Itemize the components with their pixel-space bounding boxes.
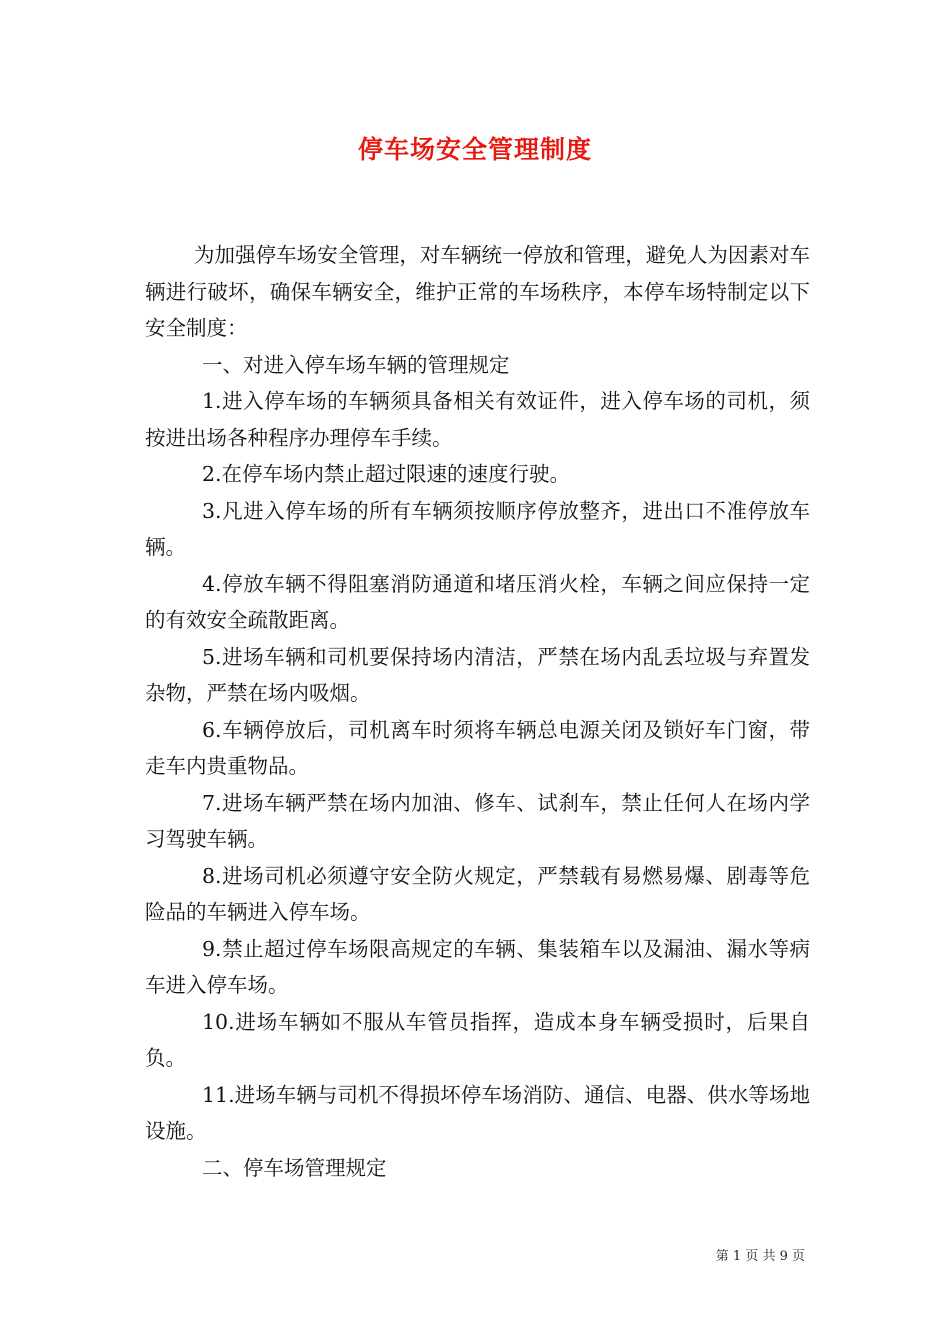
- rule-item-3: 3.凡进入停车场的所有车辆须按顺序停放整齐，进出口不准停放车辆。: [145, 498, 810, 559]
- intro-paragraph: 为加强停车场安全管理，对车辆统一停放和管理，避免人为因素对车辆进行破坏，确保车辆安全，维护正常的车场秩序，本停车场特制定以下安全制度：: [145, 243, 810, 340]
- rule-item-11: 11.进场车辆与司机不得损坏停车场消防、通信、电器、供水等场地设施。: [145, 1082, 810, 1143]
- rule-item-2: 2.在停车场内禁止超过限速的速度行驶。: [202, 462, 571, 486]
- rule-item-4: 4.停放车辆不得阻塞消防通道和堵压消火栓，车辆之间应保持一定的有效安全疏散距离。: [145, 571, 810, 632]
- rule-item-5: 5.进场车辆和司机要保持场内清洁，严禁在场内乱丢垃圾与弃置发杂物，严禁在场内吸烟。: [145, 644, 810, 705]
- page-number-footer: 第 1 页 共 9 页: [715, 1249, 805, 1264]
- rule-item-9: 9.禁止超过停车场限高规定的车辆、集装箱车以及漏油、漏水等病车进入停车场。: [145, 936, 810, 997]
- rule-item-6: 6.车辆停放后，司机离车时须将车辆总电源关闭及锁好车门窗，带走车内贵重物品。: [145, 717, 810, 778]
- section-heading-2: 二、停车场管理规定: [202, 1155, 387, 1180]
- rule-item-7: 7.进场车辆严禁在场内加油、修车、试刹车，禁止任何人在场内学习驾驶车辆。: [145, 790, 810, 851]
- rule-item-1: 1.进入停车场的车辆须具备相关有效证件，进入停车场的司机，须按进出场各种程序办理停车手续。: [145, 389, 810, 450]
- rule-item-10: 10.进场车辆如不服从车管员指挥，造成本身车辆受损时，后果自负。: [145, 1009, 810, 1070]
- document-title: 停车场安全管理制度: [357, 135, 592, 164]
- rule-item-8: 8.进场司机必须遵守安全防火规定，严禁载有易燃易爆、剧毒等危险品的车辆进入停车场。: [145, 863, 810, 924]
- document-body: [145, 237, 810, 1186]
- section-heading-1: 一、对进入停车场车辆的管理规定: [202, 352, 510, 377]
